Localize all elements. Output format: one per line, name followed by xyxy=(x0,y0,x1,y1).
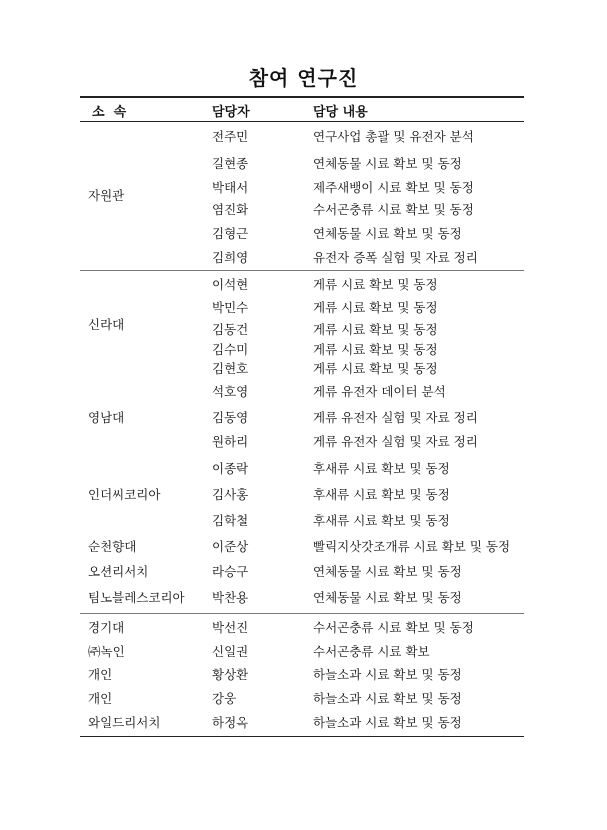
person-cell: 김형근 xyxy=(212,226,249,241)
person-cell: 김학철 xyxy=(212,513,249,528)
header-task: 담당 내용 xyxy=(313,105,368,120)
person-cell: 박민수 xyxy=(212,300,249,315)
person-cell: 염진화 xyxy=(212,202,249,217)
person-cell: 김동건 xyxy=(212,322,249,337)
person-cell: 김희영 xyxy=(212,250,249,265)
affiliation-cell: 순천향대 xyxy=(88,539,137,554)
header-rule xyxy=(80,121,524,122)
affiliation-cell: ㈜녹인 xyxy=(88,644,125,659)
affiliation-cell: 영남대 xyxy=(88,410,125,425)
person-cell: 박선진 xyxy=(212,620,249,635)
person-cell: 라승구 xyxy=(212,564,249,579)
person-cell: 김동영 xyxy=(212,410,249,425)
person-cell: 박찬용 xyxy=(212,590,249,605)
affiliation-cell: 개인 xyxy=(88,667,113,682)
person-cell: 이종락 xyxy=(212,461,249,476)
table-top-rule xyxy=(80,96,524,98)
table-bottom-rule xyxy=(80,736,524,737)
task-cell: 게류 유전자 실험 및 자료 정리 xyxy=(313,434,478,449)
affiliation-cell: 팀노블레스코리아 xyxy=(88,590,185,605)
task-cell: 게류 유전자 데이터 분석 xyxy=(313,384,446,399)
task-cell: 게류 시료 확보 및 동정 xyxy=(313,322,438,337)
person-cell: 전주민 xyxy=(212,129,249,144)
task-cell: 하늘소과 시료 확보 및 동정 xyxy=(313,715,462,730)
task-cell: 후새류 시료 확보 및 동정 xyxy=(313,461,450,476)
affiliation-cell: 신라대 xyxy=(88,317,125,332)
person-cell: 김현호 xyxy=(212,361,249,376)
task-cell: 수서곤충류 시료 확보 및 동정 xyxy=(313,202,474,217)
affiliation-cell: 와일드리서치 xyxy=(88,715,161,730)
task-cell: 게류 유전자 실험 및 자료 정리 xyxy=(313,410,478,425)
page-title: 참여 연구진 xyxy=(248,66,359,90)
task-cell: 게류 시료 확보 및 동정 xyxy=(313,300,438,315)
person-cell: 김수미 xyxy=(212,342,249,357)
task-cell: 연체동물 시료 확보 및 동정 xyxy=(313,564,462,579)
task-cell: 제주새뱅이 시료 확보 및 동정 xyxy=(313,180,474,195)
group-divider xyxy=(80,613,524,614)
header-affiliation: 소 속 xyxy=(92,105,127,120)
task-cell: 연체동물 시료 확보 및 동정 xyxy=(313,156,462,171)
affiliation-cell: 자원관 xyxy=(88,188,125,203)
affiliation-cell: 개인 xyxy=(88,691,113,706)
task-cell: 유전자 증폭 실험 및 자료 정리 xyxy=(313,250,478,265)
task-cell: 게류 시료 확보 및 동정 xyxy=(313,361,438,376)
person-cell: 길현종 xyxy=(212,156,249,171)
task-cell: 게류 시료 확보 및 동정 xyxy=(313,277,438,292)
affiliation-cell: 인더씨코리아 xyxy=(88,487,161,502)
task-cell: 연구사업 총괄 및 유전자 분석 xyxy=(313,129,474,144)
task-cell: 수서곤충류 시료 확보 및 동정 xyxy=(313,620,474,635)
person-cell: 김사홍 xyxy=(212,487,249,502)
task-cell: 게류 시료 확보 및 동정 xyxy=(313,342,438,357)
person-cell: 이준상 xyxy=(212,539,249,554)
person-cell: 황상환 xyxy=(212,667,249,682)
task-cell: 수서곤충류 시료 확보 xyxy=(313,644,430,659)
person-cell: 석호영 xyxy=(212,384,249,399)
person-cell: 신일권 xyxy=(212,644,249,659)
person-cell: 강웅 xyxy=(212,691,237,706)
task-cell: 빨릭지삿갓조개류 시료 확보 및 동정 xyxy=(313,539,511,554)
person-cell: 원하리 xyxy=(212,434,249,449)
task-cell: 하늘소과 시료 확보 및 동정 xyxy=(313,691,462,706)
person-cell: 박태서 xyxy=(212,180,249,195)
header-person: 담당자 xyxy=(212,105,250,120)
task-cell: 하늘소과 시료 확보 및 동정 xyxy=(313,667,462,682)
task-cell: 연체동물 시료 확보 및 동정 xyxy=(313,590,462,605)
group-divider xyxy=(80,270,524,271)
affiliation-cell: 오션리서치 xyxy=(88,564,149,579)
affiliation-cell: 경기대 xyxy=(88,620,125,635)
task-cell: 후새류 시료 확보 및 동정 xyxy=(313,513,450,528)
task-cell: 후새류 시료 확보 및 동정 xyxy=(313,487,450,502)
person-cell: 이석현 xyxy=(212,277,249,292)
task-cell: 연체동물 시료 확보 및 동정 xyxy=(313,226,462,241)
person-cell: 하정옥 xyxy=(212,715,249,730)
